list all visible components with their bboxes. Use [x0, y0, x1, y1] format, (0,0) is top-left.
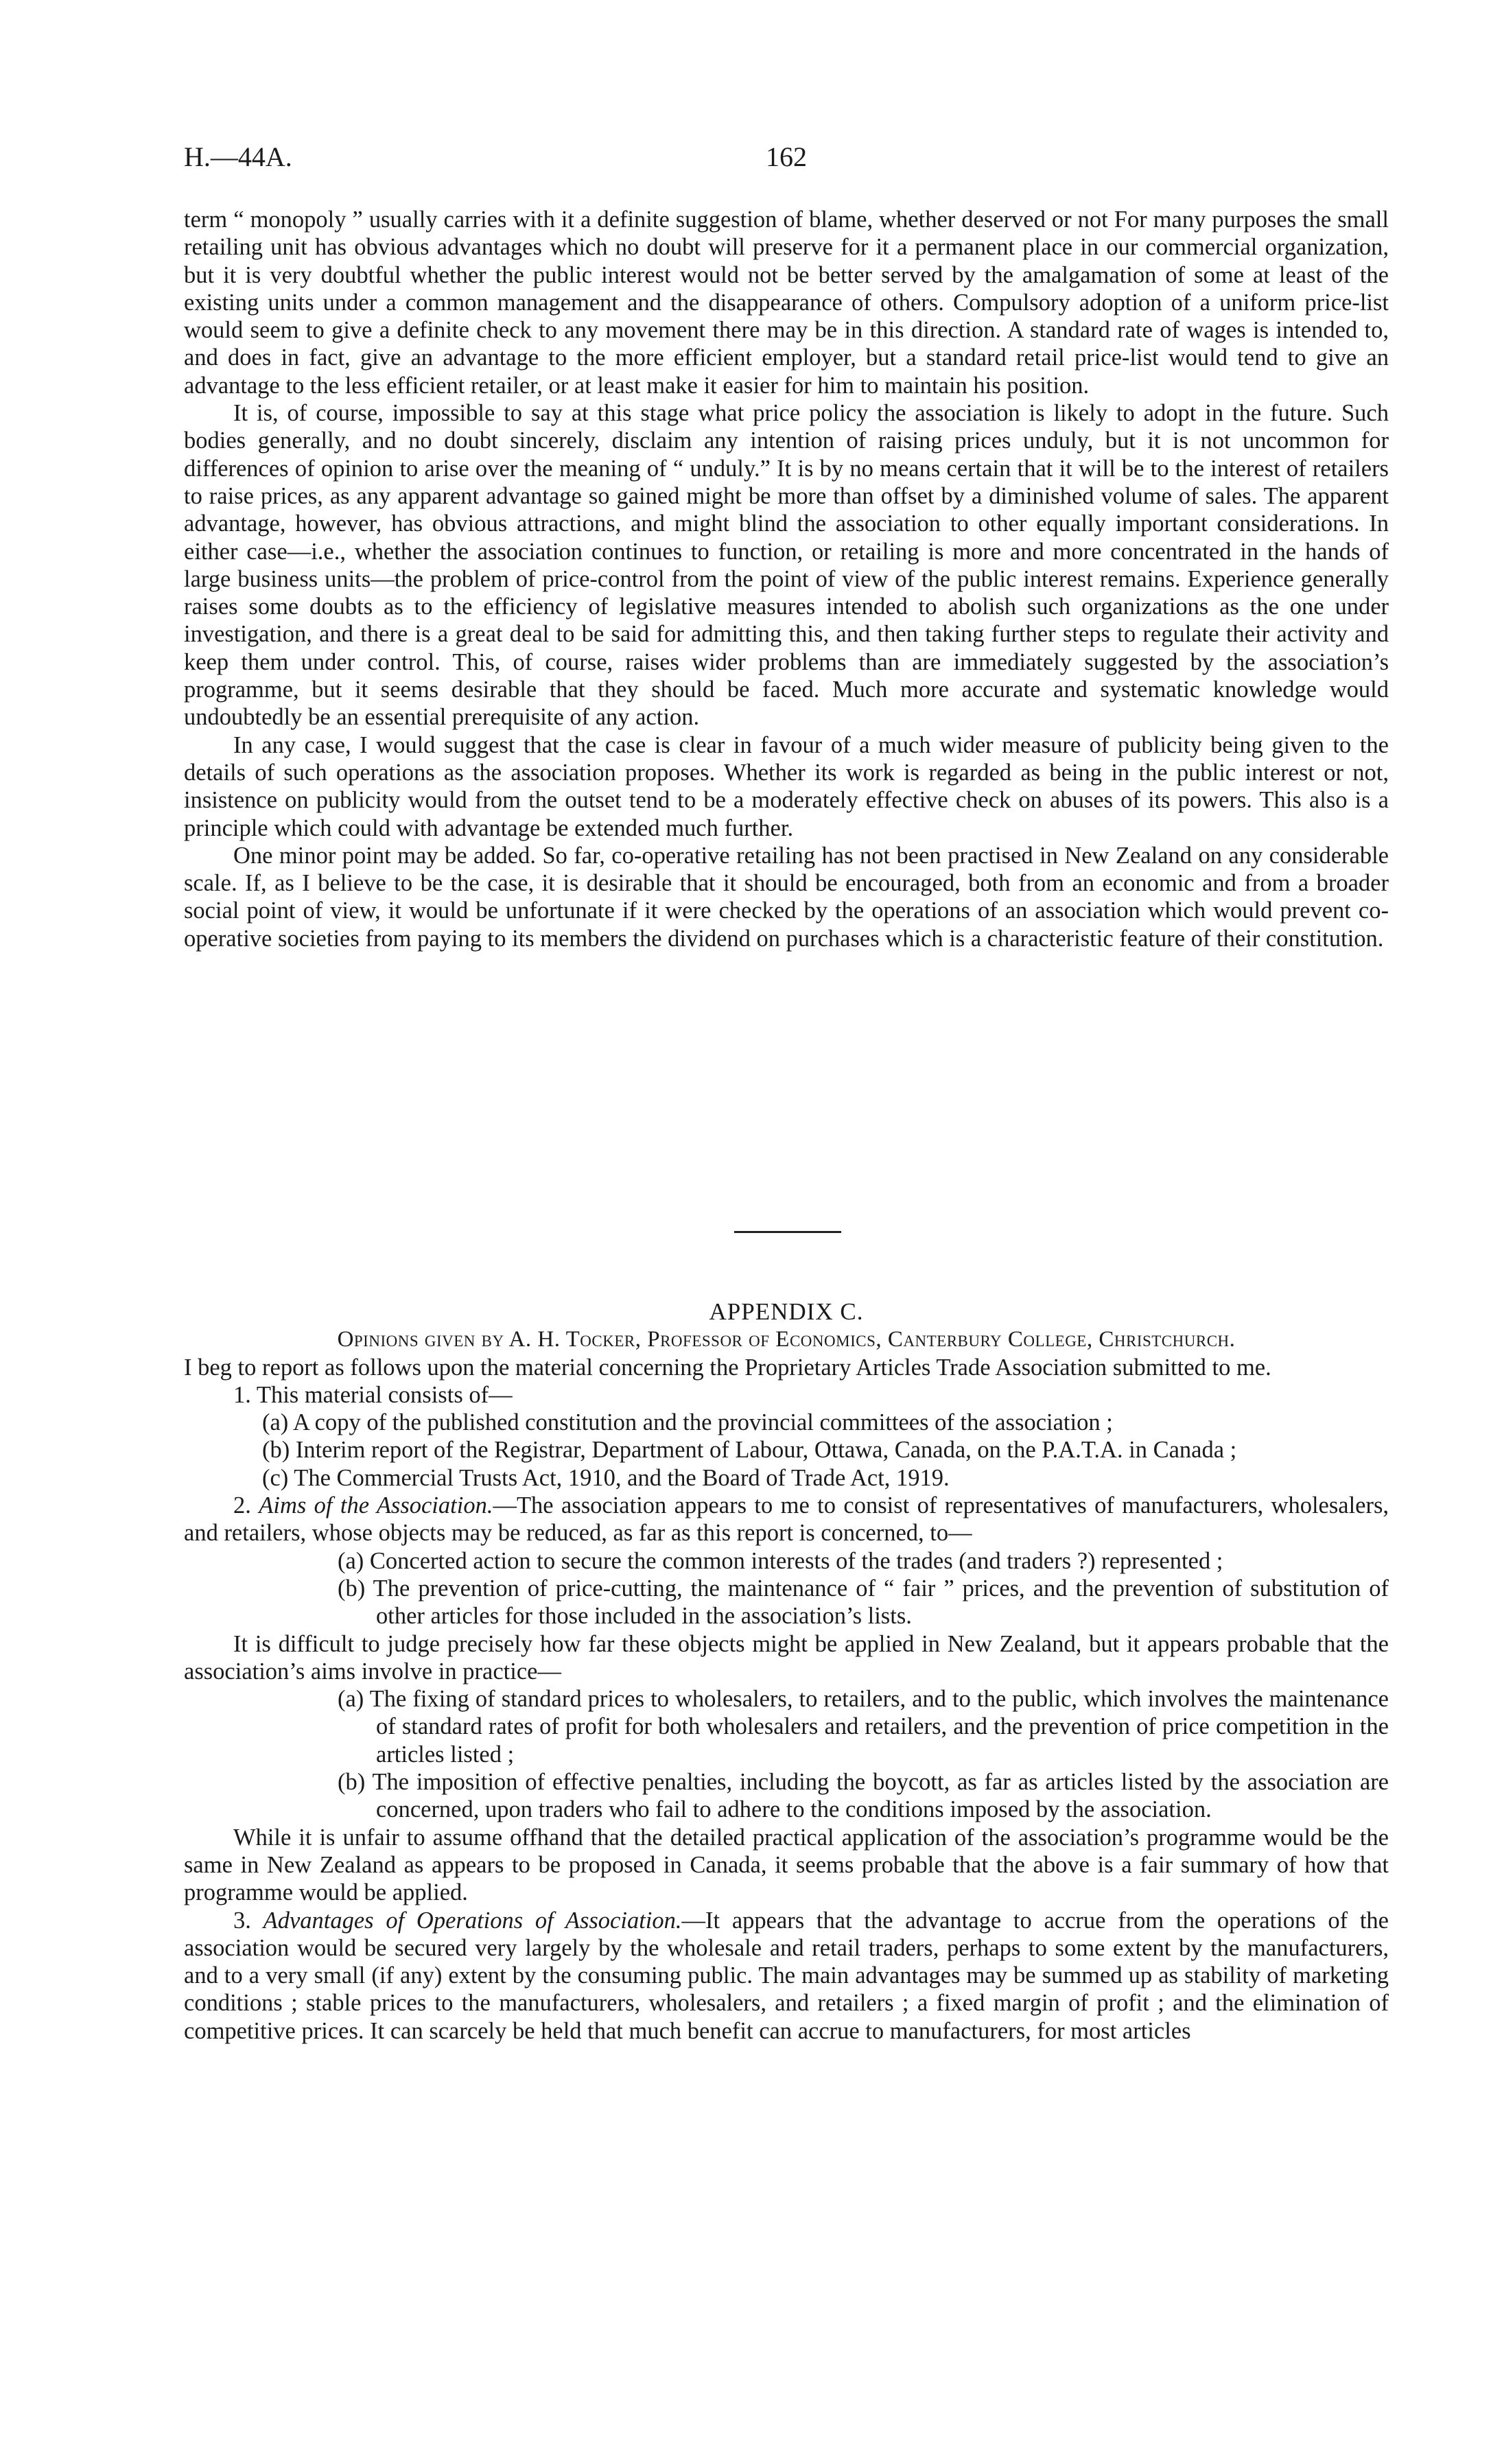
body-text	[184, 206, 1389, 952]
section-2-practice-list	[184, 1685, 1389, 1823]
appendix-c	[184, 1298, 1389, 2045]
paragraph: One minor point may be added. So far, co-operative retailing has not been practised in New Zealand on any considerable scale. If, as I believe to be the case, it is desirable that it should be encouraged, both from an economic and from a broader social point of view, it would be unfortunate if it were checked by the operations of an association which would prevent co-operative societies from paying to its members the dividend on purchases which is a characteristic feature of their constitution.	[184, 842, 1389, 952]
section-divider	[734, 1231, 841, 1233]
list-item: (b) Interim report of the Registrar, Department of Labour, Ottawa, Canada, on the P.A.T.A. in Canada ;	[262, 1437, 1237, 1464]
section-2-text: —The association appears to me to consist of representatives of manufacturers, wholesalers, and retailers, whose objects may be reduced, as far as this report is concerned, to—	[184, 1492, 1389, 1547]
list-item: (a) The fixing of standard prices to wholesalers, to retailers, and to the public, which involves the maintenance of standard rates of profit for both wholesalers and retailers, and the prevention of price competition in the articles listed ;	[338, 1686, 1389, 1768]
section-3-title: Advantages of Operations of Association.	[263, 1907, 682, 1934]
page-header	[184, 141, 1389, 189]
paragraph: It is, of course, impossible to say at this stage what price policy the association is likely to adopt in the future. Such bodies generally, and no doubt sincerely, disclaim any intention of raising prices unduly, but it is not uncommon for differences of opinion to arise over the meaning of “ unduly.” It is by no means certain that it will be to the interest of retailers to raise prices, as any apparent advantage so gained might be more than offset by a diminished volume of sales. The apparent advantage, however, has obvious attractions, and might blind the association to other equally important considerations. In either case—i.e., whether the association continues to function, or retailing is more and more concentrated in the hands of large business units—the problem of price-control from the point of view of the public interest remains. Experience generally raises some doubts as to the efficiency of legislative measures intended to abolish such organizations as the one under investigation, and there is a great deal to be said for admitting this, and then taking further steps to regulate their activity and keep them under control. This, of course, raises wider problems than are immediately suggested by the association’s programme, but it seems desirable that they should be faced. Much more accurate and systematic knowledge would undoubtedly be an essential prerequisite of any action.	[184, 400, 1389, 731]
section-2-title: Aims of the Association.	[259, 1492, 493, 1519]
section-3-paragraph	[184, 1907, 1389, 2045]
list-item: (b) The prevention of price-cutting, the maintenance of “ fair ” prices, and the prevention of substitution of other articles for those included in the association’s lists.	[338, 1575, 1389, 1630]
paragraph: term “ monopoly ” usually carries with it a definite suggestion of blame, whether deserved or not For many purposes the small retailing unit has obvious advantages which no doubt will preserve for it a permanent place in our commercial organization, but it is very doubtful whether the public interest would not be better served by the amalgamation of some at least of the existing units under a common management and the disappearance of others. Compulsory adoption of a uniform price-list would seem to give a definite check to any movement there may be in this direction. A standard rate of wages is intended to, and does in fact, give an advantage to the more efficient employer, but a standard retail price-list would tend to give an advantage to the less efficient retailer, or at least make it easier for him to maintain his position.	[184, 207, 1389, 399]
appendix-subtitle: Opinions given by A. H. Tocker, Professor of Economics, Canterbury College, Christchurch.	[337, 1327, 1236, 1352]
list-item: (c) The Commercial Trusts Act, 1910, and the Board of Trade Act, 1919.	[262, 1464, 950, 1491]
list-item: (b) The imposition of effective penalties, including the boycott, as far as articles listed by the association are concerned, upon traders who fail to adhere to the conditions imposed by the association.	[338, 1769, 1389, 1823]
paragraph: While it is unfair to assume offhand that the detailed practical application of the association’s programme would be the same in New Zealand as appears to be proposed in Canada, it seems probable that the above is a fair summary of how that programme would be applied.	[184, 1824, 1389, 1906]
document-reference: H.—44A.	[184, 141, 292, 172]
section-1-heading: 1. This material consists of—	[233, 1381, 513, 1408]
list-item: (a) A copy of the published constitution and the provincial committees of the association ;	[262, 1409, 1113, 1436]
section-2-number: 2.	[233, 1492, 251, 1519]
section-1-list	[184, 1409, 1389, 1492]
paragraph: It is difficult to judge precisely how far these objects might be applied in New Zealand, but it appears probable that the association’s aims involve in practice—	[184, 1630, 1389, 1685]
section-2-list	[184, 1547, 1389, 1630]
appendix-title: APPENDIX C.	[709, 1298, 864, 1325]
paragraph: In any case, I would suggest that the case is clear in favour of a much wider measure of publicity being given to the details of such operations as the association proposes. Whether its work is regarded as being in the public interest or not, insistence on publicity would from the outset tend to be a moderately effective check on abuses of its powers. This also is a principle which could with advantage be extended much further.	[184, 731, 1389, 841]
section-3-number: 3.	[233, 1907, 251, 1934]
appendix-intro: I beg to report as follows upon the material concerning the Proprietary Articles Trade Association submitted to me.	[184, 1354, 1271, 1381]
list-item: (a) Concerted action to secure the common interests of the trades (and traders ?) represented ;	[338, 1547, 1223, 1574]
page-number: 162	[766, 141, 807, 172]
section-2-paragraph	[184, 1492, 1389, 1547]
section-3-text: —It appears that the advantage to accrue from the operations of the association would be secured very largely by the wholesale and retail traders, perhaps to some extent by the manufacturers, and to a very small (if any) extent by the consuming public. The main advantages may be summed up as stability of marketing conditions ; stable prices to the manufacturers, wholesalers, and retailers ; a fixed margin of profit ; and the elimination of competitive prices. It can scarcely be held that much benefit can accrue to manufacturers, for most articles	[184, 1907, 1389, 2044]
